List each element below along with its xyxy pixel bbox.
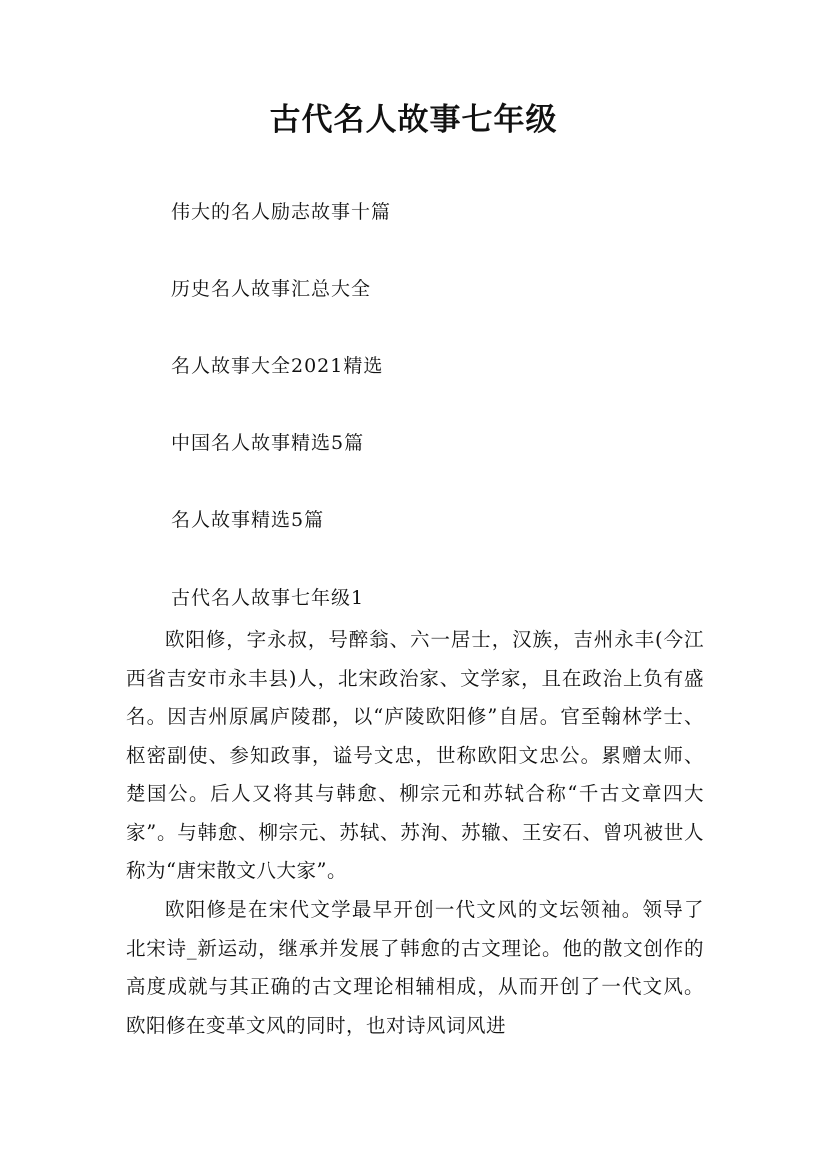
related-link-1[interactable]: 伟大的名人励志故事十篇 [171, 201, 392, 223]
body-paragraph-2: 欧阳修是在宋代文学最早开创一代文风的文坛领袖。领导了北宋诗_新运动，继承并发展了韩愈的古文理论。他的散文创作的高度成就与其正确的古文理论相辅相成，从而开创了一代文风。欧阳修在变革文风的同时，也对诗风词风进 [126, 898, 704, 1037]
section-heading: 古代名人故事七年级1 [171, 587, 365, 609]
related-link-4[interactable]: 中国名人故事精选5篇 [171, 432, 365, 454]
related-link-2[interactable]: 历史名人故事汇总大全 [171, 278, 372, 300]
related-link-5[interactable]: 名人故事精选5篇 [171, 509, 325, 531]
body-paragraph-1: 欧阳修，字永叔，号醉翁、六一居士，汉族，吉州永丰(今江西省吉安市永丰县)人，北宋政治家、文学家，且在政治上负有盛名。因吉州原属庐陵郡，以“庐陵欧阳修”自居。官至翰林学士、枢密副使、参知政事，谥号文忠，世称欧阳文忠公。累赠太师、楚国公。后人又将其与韩愈、柳宗元和苏轼合称“千古文章四大家”。与韩愈、柳宗元、苏轼、苏洵、苏辙、王安石、曾巩被世人称为“唐宋散文八大家”。 [126, 628, 704, 882]
document-title: 古代名人故事七年级 [269, 102, 558, 138]
related-link-3[interactable]: 名人故事大全2021精选 [171, 355, 384, 377]
